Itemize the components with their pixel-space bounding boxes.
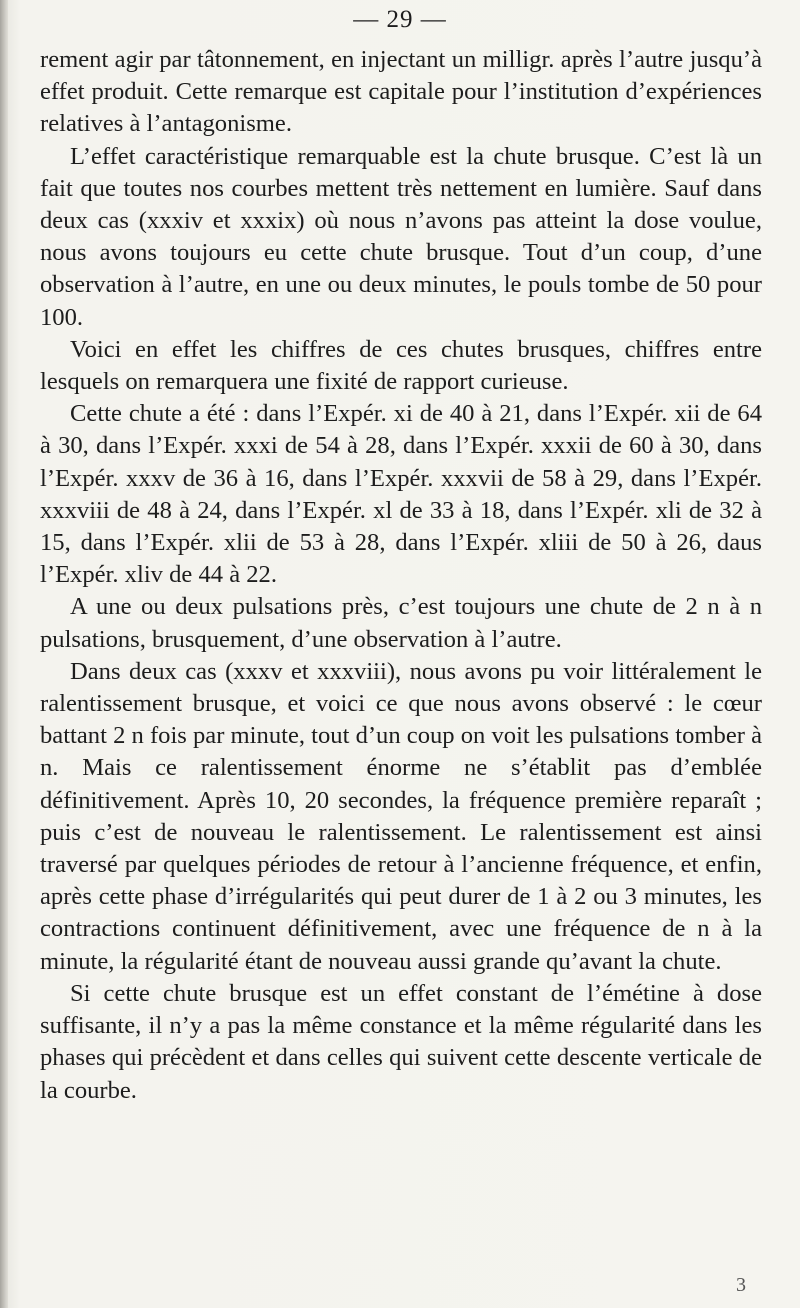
paragraph-4: Cette chute a été : dans l’Expér. xi de 40 à 21, dans l’Expér. xii de 64 à 30, dans l’Expér. xxxi de 54 à 28, dans l’Expér. xxxii de 60 à 30, dans l’Expér. xxxv de 36 à 16, dans l’Expér. xxxvii de 58 à 29, dans l’Expér. xxxviii de 48 à 24, dans l’Expér. xl de 33 à 18, dans l’Expér. xli de 32 à 15, dans l’Expér. xlii de 53 à 28, dans l’Expér. xliii de 50 à 26, daus l’Expér. xliv de 44 à 22. (40, 400, 762, 589)
paragraph-5: A une ou deux pulsations près, c’est toujours une chute de 2 n à n pulsations, brusquement, d’une observation à l’autre. (40, 593, 762, 653)
body-text (40, 44, 762, 1107)
binding-shadow (0, 0, 8, 1308)
paragraph-1: rement agir par tâtonnement, en injectant un milligr. après l’autre jusqu’à effet produit. Cette remarque est capitale pour l’institution d’expériences relatives à l’antagonisme. (40, 46, 762, 138)
paragraph-6: Dans deux cas (xxxv et xxxviii), nous avons pu voir littéralement le ralentissement brusque, et voici ce que nous avons observé : le cœur battant 2 n fois par minute, tout d’un coup on voit les pulsations tomber à n. Mais ce ralentissement énorme ne s’établit pas d’emblée définitivement. Après 10, 20 secondes, la fréquence première reparaît ; puis c’est de nouveau le ralentissement. Le ralentissement est ainsi traversé par quelques périodes de retour à l’ancienne fréquence, et enfin, après cette phase d’irrégularités qui peut durer de 1 à 2 ou 3 minutes, les contractions continuent définitivement, avec une fréquence de n à la minute, la régularité étant de nouveau aussi grande qu’avant la chute. (40, 657, 762, 975)
paragraph-7: Si cette chute brusque est un effet constant de l’émétine à dose suffisante, il n’y a pas la même constance et la même régularité dans les phases qui précèdent et dans celles qui suivent cette descente verticale de la courbe. (40, 979, 762, 1104)
page-number: — 29 — (353, 6, 447, 33)
signature-mark: 3 (736, 1274, 746, 1296)
paragraph-2: L’effet caractéristique remarquable est la chute brusque. C’est là un fait que toutes nos courbes mettent très nettement en lumière. Sauf dans deux cas (xxxiv et xxxix) où nous n’avons pas atteint la dose voulue, nous avons toujours eu cette chute brusque. Tout d’un coup, d’une observation à l’autre, en une ou deux minutes, le pouls tombe de 50 pour 100. (40, 142, 762, 331)
paragraph-3: Voici en effet les chiffres de ces chutes brusques, chiffres entre lesquels on remarquera une fixité de rapport curieuse. (40, 335, 762, 396)
